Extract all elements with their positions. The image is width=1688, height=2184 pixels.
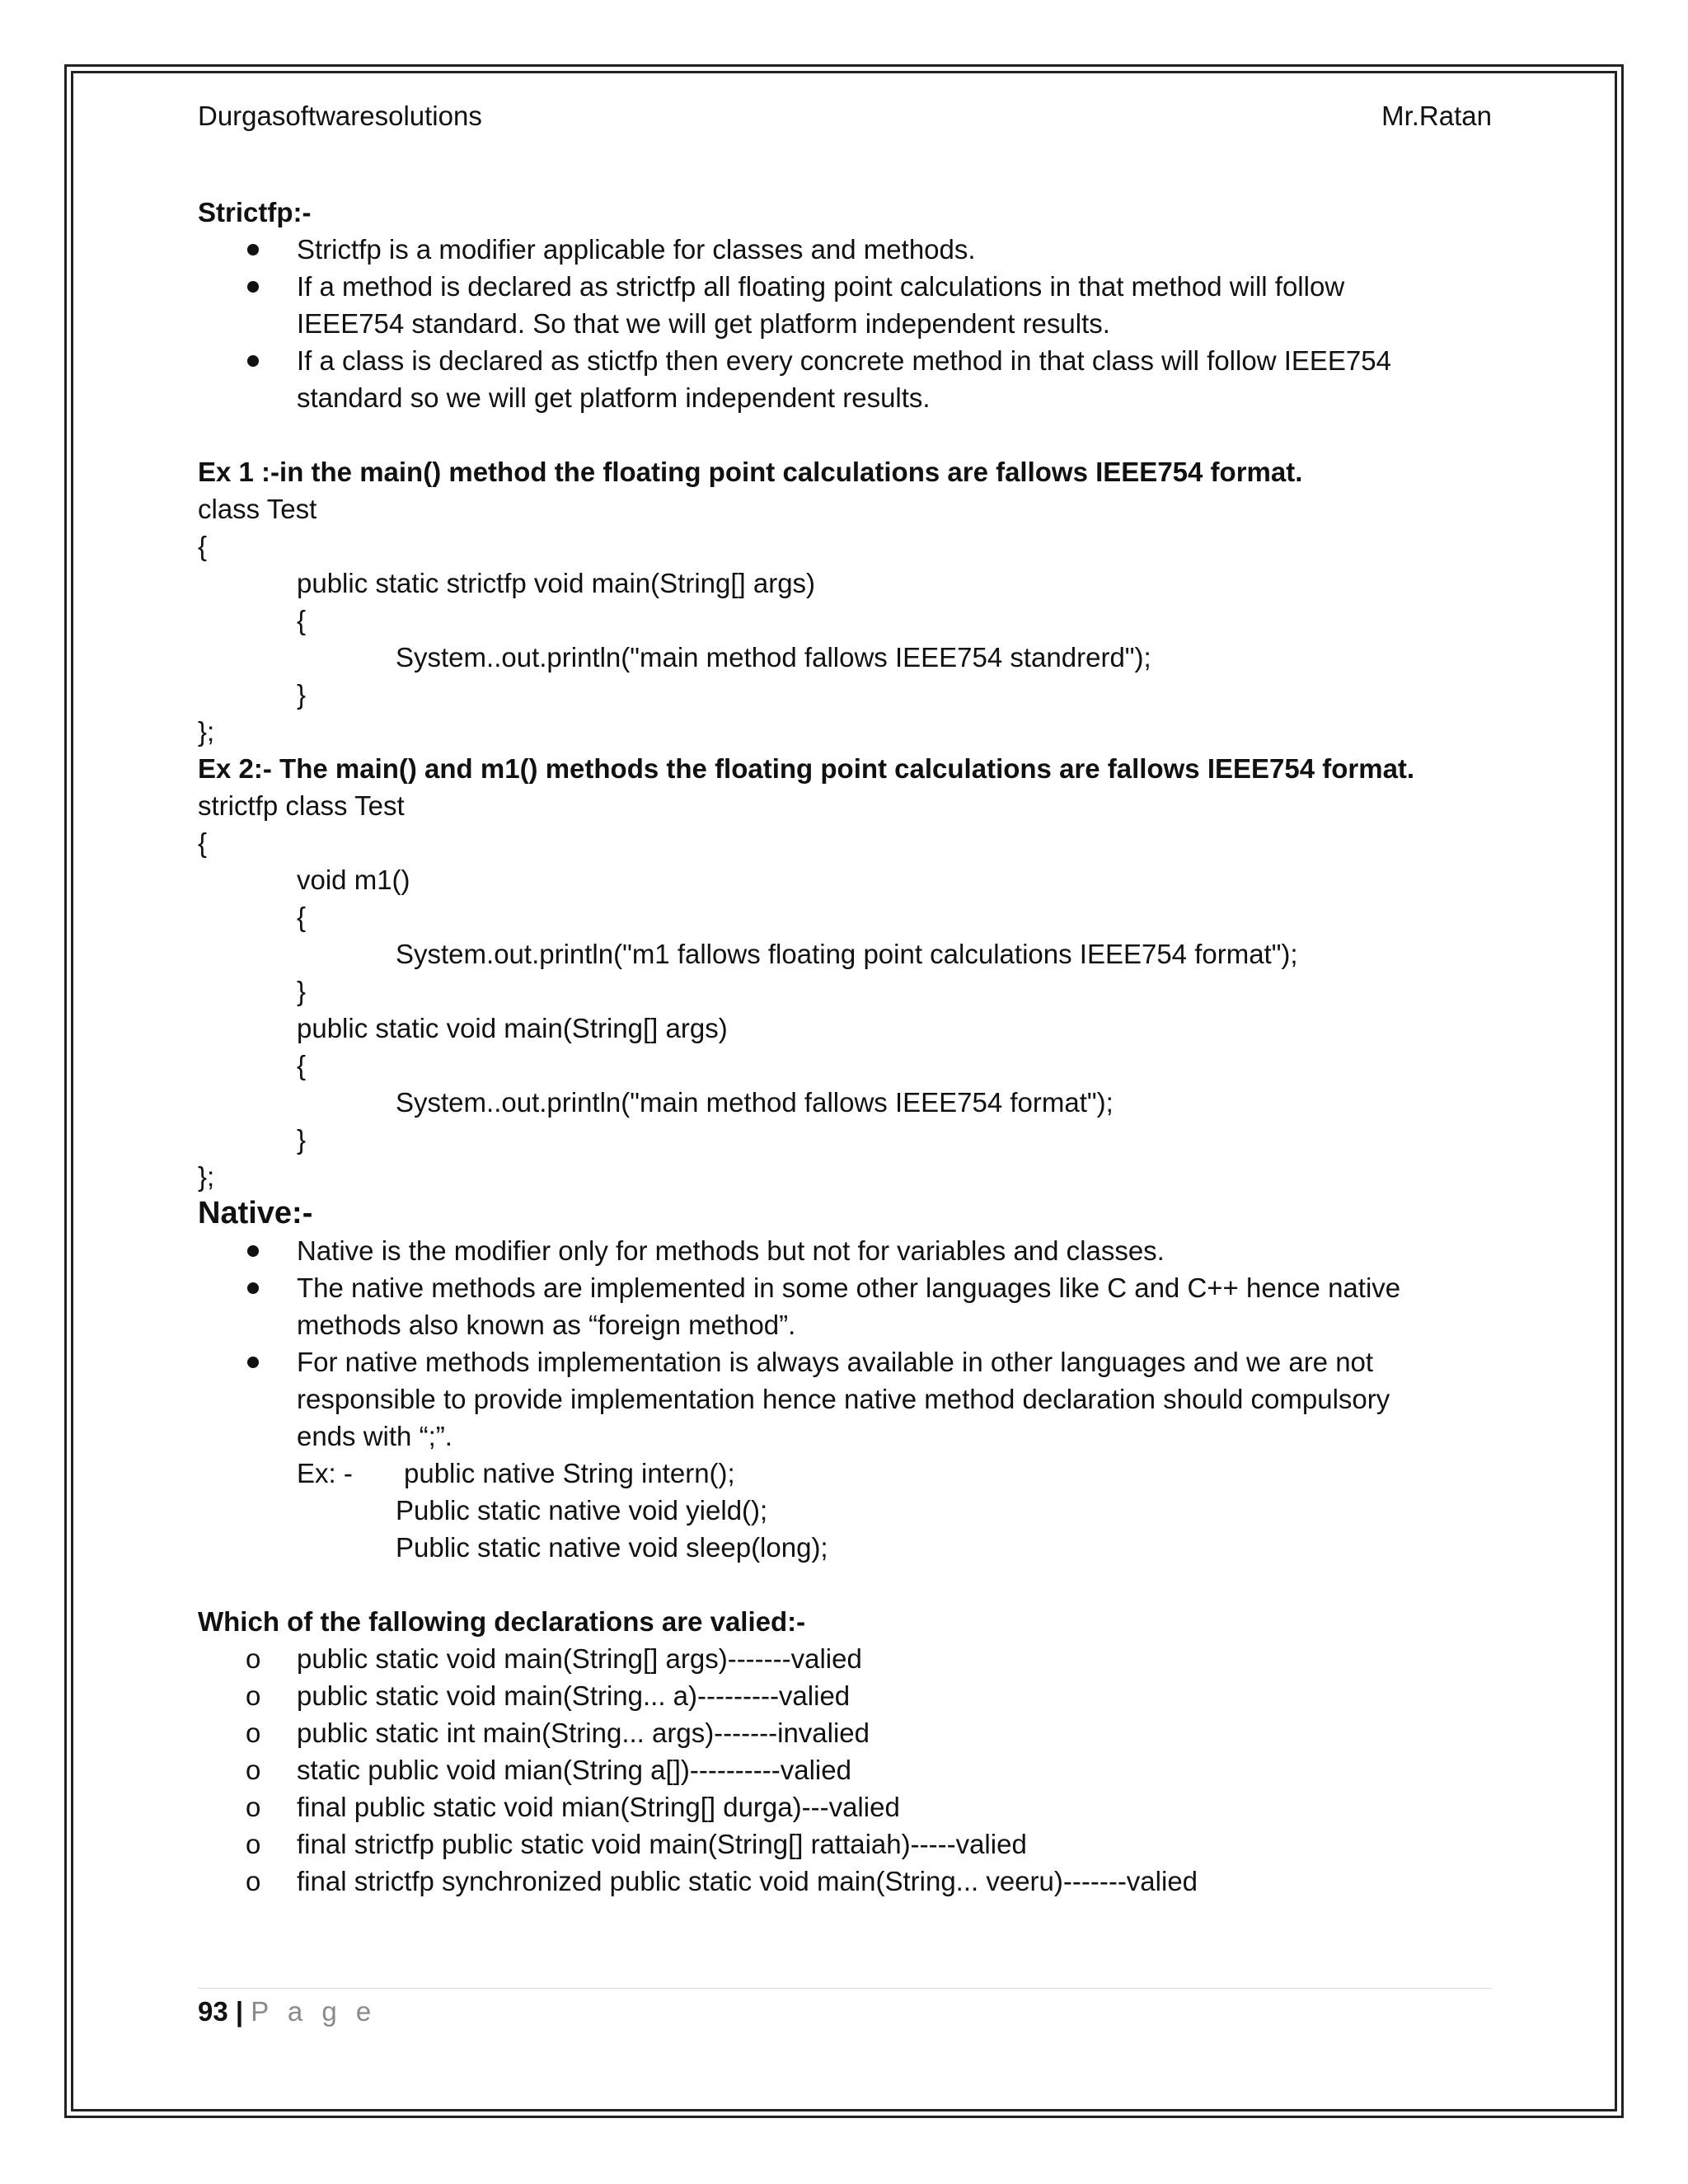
bullet-line: Native is the modifier only for methods but not for variables and classes. xyxy=(297,1235,1165,1266)
code-line: { xyxy=(297,902,307,932)
code-line: Public static native void sleep(long); xyxy=(396,1532,828,1563)
code-line: { xyxy=(198,531,208,561)
list-item xyxy=(297,268,1492,342)
declaration-text: final strictfp public static void main(String[] rattaiah)-----valied xyxy=(297,1829,1027,1859)
bullet-icon xyxy=(247,1357,259,1368)
native-example-label: Ex: - xyxy=(297,1458,353,1488)
header-right: Mr.Ratan xyxy=(1381,101,1492,131)
code-line: strictfp class Test xyxy=(198,790,405,821)
bullet-line: The native methods are implemented in some other languages like C and C++ hence native xyxy=(297,1272,1401,1303)
page-header xyxy=(198,97,1492,134)
list-item xyxy=(246,1714,1492,1751)
list-item xyxy=(246,1640,1492,1677)
code-line: }; xyxy=(198,1161,215,1192)
list-item xyxy=(246,1751,1492,1788)
code-line: class Test xyxy=(198,494,317,524)
native-example-row xyxy=(297,1455,1492,1492)
bullet-icon xyxy=(247,244,259,255)
strictfp-heading: Strictfp:- xyxy=(198,197,312,227)
page-number: 93 xyxy=(198,1996,228,2027)
declaration-text: final strictfp synchronized public static void main(String... veeru)-------valied xyxy=(297,1866,1198,1896)
code-line: { xyxy=(198,827,208,858)
page-content xyxy=(198,97,1492,1900)
code-line: System..out.println("main method fallows IEEE754 standrerd"); xyxy=(396,642,1151,673)
bullet-line: ends with “;”. xyxy=(297,1421,452,1451)
bullet-icon xyxy=(247,355,259,367)
code-line: public native String intern(); xyxy=(404,1458,735,1488)
valid-heading: Which of the fallowing declarations are valied:- xyxy=(198,1606,806,1637)
list-item xyxy=(246,1788,1492,1825)
native-bullet-list xyxy=(198,1232,1492,1566)
bullet-line: standard so we will get platform independent results. xyxy=(297,382,931,413)
valid-declarations-list xyxy=(198,1640,1492,1900)
code-line: { xyxy=(297,605,307,635)
list-item xyxy=(297,1269,1492,1343)
list-item xyxy=(246,1825,1492,1863)
code-line: System..out.println("main method fallows IEEE754 format"); xyxy=(396,1087,1114,1118)
code-line: } xyxy=(297,976,307,1006)
ex2-heading: Ex 2:- The main() and m1() methods the floating point calculations are fallows IEEE754 format. xyxy=(198,753,1415,784)
native-heading: Native:- xyxy=(198,1196,313,1230)
bullet-line: IEEE754 standard. So that we will get platform independent results. xyxy=(297,308,1110,339)
bullet-icon xyxy=(247,281,259,293)
circle-bullet-icon: o xyxy=(246,1643,261,1674)
circle-bullet-icon: o xyxy=(246,1718,261,1748)
bullet-line: For native methods implementation is always available in other languages and we are not xyxy=(297,1347,1374,1377)
footer-divider xyxy=(198,1988,1492,1989)
code-line: public static strictfp void main(String[] args) xyxy=(297,568,816,598)
list-item xyxy=(297,1343,1492,1566)
list-item xyxy=(297,342,1492,416)
code-line: System.out.println("m1 fallows floating point calculations IEEE754 format"); xyxy=(396,939,1298,969)
bullet-icon xyxy=(247,1245,259,1257)
ex1-heading: Ex 1 :-in the main() method the floating point calculations are fallows IEEE754 format. xyxy=(198,457,1303,487)
declaration-text: static public void mian(String a[])----------valied xyxy=(297,1755,851,1785)
bullet-line: responsible to provide implementation hence native method declaration should compulsory xyxy=(297,1384,1390,1414)
circle-bullet-icon: o xyxy=(246,1829,261,1859)
circle-bullet-icon: o xyxy=(246,1792,261,1822)
list-item xyxy=(297,231,1492,268)
header-left: Durgasoftwaresolutions xyxy=(198,101,482,131)
circle-bullet-icon: o xyxy=(246,1755,261,1785)
list-item xyxy=(246,1677,1492,1714)
bullet-line: methods also known as “foreign method”. xyxy=(297,1310,796,1340)
bullet-line: Strictfp is a modifier applicable for classes and methods. xyxy=(297,234,976,265)
page-label: P a g e xyxy=(251,1996,377,2027)
code-line: Public static native void yield(); xyxy=(396,1495,768,1526)
strictfp-bullet-list xyxy=(198,231,1492,416)
declaration-text: final public static void mian(String[] durga)---valied xyxy=(297,1792,900,1822)
declaration-text: public static int main(String... args)-------invalied xyxy=(297,1718,870,1748)
code-line: } xyxy=(297,1124,307,1155)
bullet-line: If a class is declared as stictfp then every concrete method in that class will follow IEEE754 xyxy=(297,345,1391,376)
declaration-text: public static void main(String... a)---------valied xyxy=(297,1680,851,1711)
page-footer xyxy=(198,1993,377,2030)
code-line: } xyxy=(297,679,307,710)
code-line: public static void main(String[] args) xyxy=(297,1013,728,1043)
circle-bullet-icon: o xyxy=(246,1680,261,1711)
circle-bullet-icon: o xyxy=(246,1866,261,1896)
code-line: void m1() xyxy=(297,865,410,895)
declaration-text: public static void main(String[] args)-------valied xyxy=(297,1643,862,1674)
bullet-line: If a method is declared as strictfp all floating point calculations in that method will follow xyxy=(297,271,1345,302)
code-line: }; xyxy=(198,716,215,747)
list-item xyxy=(246,1863,1492,1900)
code-line: { xyxy=(297,1050,307,1080)
footer-separator: | xyxy=(235,1996,244,2027)
list-item xyxy=(297,1232,1492,1269)
bullet-icon xyxy=(247,1282,259,1294)
